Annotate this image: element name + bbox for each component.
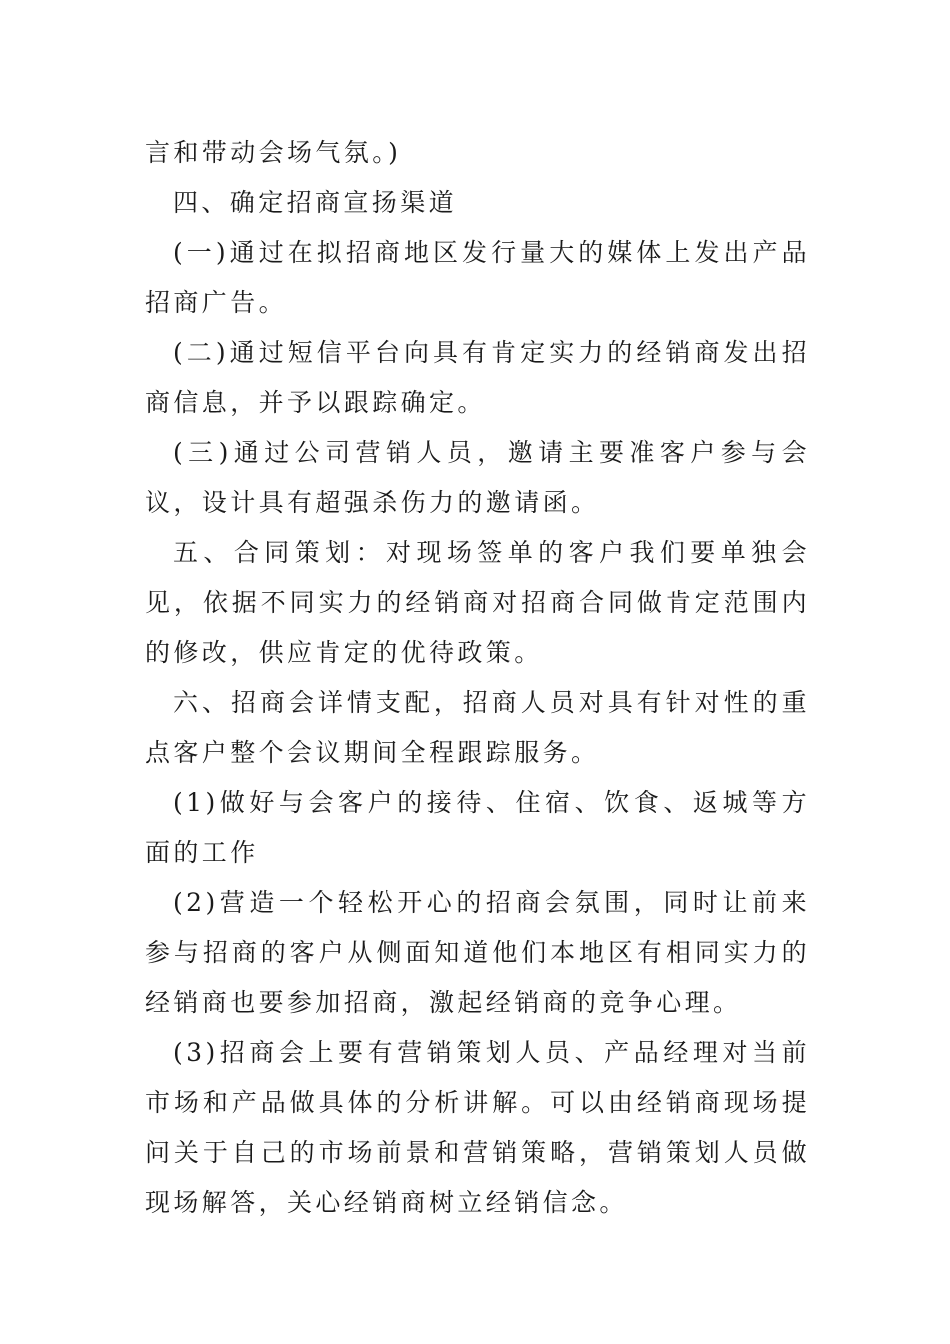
- section-heading-5: 五、合同策划：对现场签单的客户我们要单独会见，依据不同实力的经销商对招商合同做肯定范围内的修改，供应肯定的优待政策。: [145, 538, 810, 667]
- section-heading-6: 六、招商会详情支配，招商人员对具有针对性的重点客户整个会议期间全程跟踪服务。: [145, 688, 810, 767]
- list-item-1: (一)通过在拟招商地区发行量大的媒体上发出产品招商广告。: [145, 238, 810, 317]
- numbered-item-3: (3)招商会上要有营销策划人员、产品经理对当前市场和产品做具体的分析讲解。可以由经销商现场提问关于自己的市场前景和营销策略，营销策划人员做现场解答，关心经销商树立经销信念。: [145, 1038, 810, 1217]
- section-heading-4: 四、确定招商宣扬渠道: [173, 188, 458, 217]
- numbered-item-1: (1)做好与会客户的接待、住宿、饮食、返城等方面的工作: [145, 788, 810, 867]
- numbered-item-2: (2)营造一个轻松开心的招商会氛围，同时让前来参与招商的客户从侧面知道他们本地区有相同实力的经销商也要参加招商，激起经销商的竞争心理。: [145, 888, 810, 1017]
- paragraph-continuation: 言和带动会场气氛。): [145, 138, 402, 167]
- list-item-2: (二)通过短信平台向具有肯定实力的经销商发出招商信息，并予以跟踪确定。: [145, 338, 810, 417]
- list-item-3: (三)通过公司营销人员，邀请主要准客户参与会议，设计具有超强杀伤力的邀请函。: [145, 438, 810, 517]
- document-body: [145, 128, 810, 1228]
